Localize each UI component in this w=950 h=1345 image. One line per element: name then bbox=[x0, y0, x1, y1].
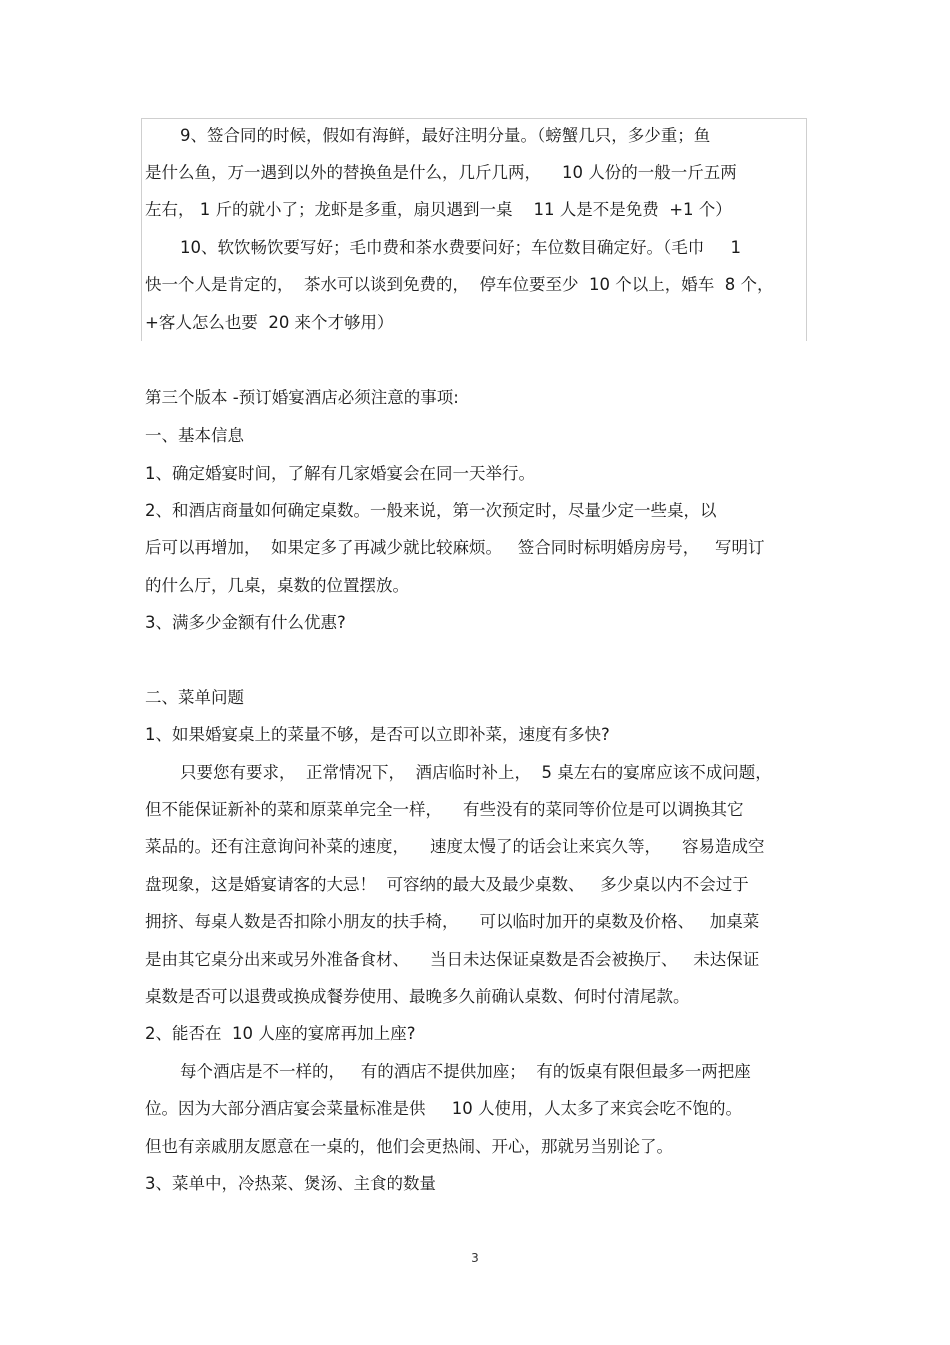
paragraph-line: 3、满多少金额有什么优惠? bbox=[145, 613, 346, 632]
paragraph-line: 盘现象，这是婚宴请客的大忌！ 可容纳的最大及最少桌数、 多少桌以内不会过于 bbox=[145, 875, 749, 894]
paragraph-line: 桌数是否可以退费或换成餐券使用、最晚多久前确认桌数、何时付清尾款。 bbox=[145, 987, 690, 1006]
box-line: 是什么鱼，万一遇到以外的替换鱼是什么，几斤几两， 10 人份的一般一斤五两 bbox=[145, 163, 737, 182]
bordered-text-box bbox=[141, 118, 807, 341]
paragraph-line: 菜品的。还有注意询问补菜的速度， 速度太慢了的话会让来宾久等， 容易造成空 bbox=[145, 837, 765, 856]
box-line: 左右， 1 斤的就小了；龙虾是多重，扇贝遇到一桌 11 人是不是免费 +1 个） bbox=[145, 200, 732, 219]
box-line: 10、软饮畅饮要写好；毛巾费和茶水费要问好；车位数目确定好。（毛巾 1 bbox=[180, 238, 741, 257]
paragraph-line: 1、确定婚宴时间，了解有几家婚宴会在同一天举行。 bbox=[145, 464, 535, 483]
paragraph-line: 的什么厅，几桌，桌数的位置摆放。 bbox=[145, 576, 409, 595]
paragraph-line: 但也有亲戚朋友愿意在一桌的，他们会更热闹、开心，那就另当别论了。 bbox=[145, 1137, 673, 1156]
paragraph-line: 2、和酒店商量如何确定桌数。一般来说，第一次预定时，尽量少定一些桌，以 bbox=[145, 501, 717, 520]
box-line: 9、签合同的时候，假如有海鲜，最好注明分量。（螃蟹几只，多少重；鱼 bbox=[180, 126, 711, 145]
paragraph-line: 2、能否在 10 人座的宴席再加上座? bbox=[145, 1024, 416, 1043]
paragraph-line: 是由其它桌分出来或另外准备食材、 当日未达保证桌数是否会被换厅、 未达保证 bbox=[145, 950, 760, 969]
page-number: 3 bbox=[471, 1251, 479, 1265]
part2-heading: 二、菜单问题 bbox=[145, 688, 244, 707]
section-title: 第三个版本 -预订婚宴酒店必须注意的事项: bbox=[145, 388, 459, 407]
paragraph-line: 每个酒店是不一样的， 有的酒店不提供加座； 有的饭桌有限但最多一两把座 bbox=[180, 1062, 751, 1081]
paragraph-line: 3、菜单中，冷热菜、煲汤、主食的数量 bbox=[145, 1174, 436, 1193]
paragraph-line: 但不能保证新补的菜和原菜单完全一样， 有些没有的菜同等价位是可以调换其它 bbox=[145, 800, 744, 819]
part1-heading: 一、基本信息 bbox=[145, 426, 244, 445]
paragraph-line: 位。因为大部分酒店宴会菜量标准是供 10 人使用，人太多了来宾会吃不饱的。 bbox=[145, 1099, 742, 1118]
paragraph-line: 拥挤、每桌人数是否扣除小朋友的扶手椅， 可以临时加开的桌数及价格、 加桌菜 bbox=[145, 912, 760, 931]
paragraph-line: 1、如果婚宴桌上的菜量不够，是否可以立即补菜，速度有多快? bbox=[145, 725, 610, 744]
box-line: 快一个人是肯定的， 茶水可以谈到免费的， 停车位要至少 10 个以上，婚车 8 个， bbox=[145, 275, 774, 294]
paragraph-line: 只要您有要求， 正常情况下， 酒店临时补上， 5 桌左右的宴席应该不成问题， bbox=[180, 763, 772, 782]
paragraph-line: 后可以再增加， 如果定多了再减少就比较麻烦。 签合同时标明婚房房号， 写明订 bbox=[145, 538, 765, 557]
box-line: +客人怎么也要 20 来个才够用） bbox=[145, 313, 394, 332]
